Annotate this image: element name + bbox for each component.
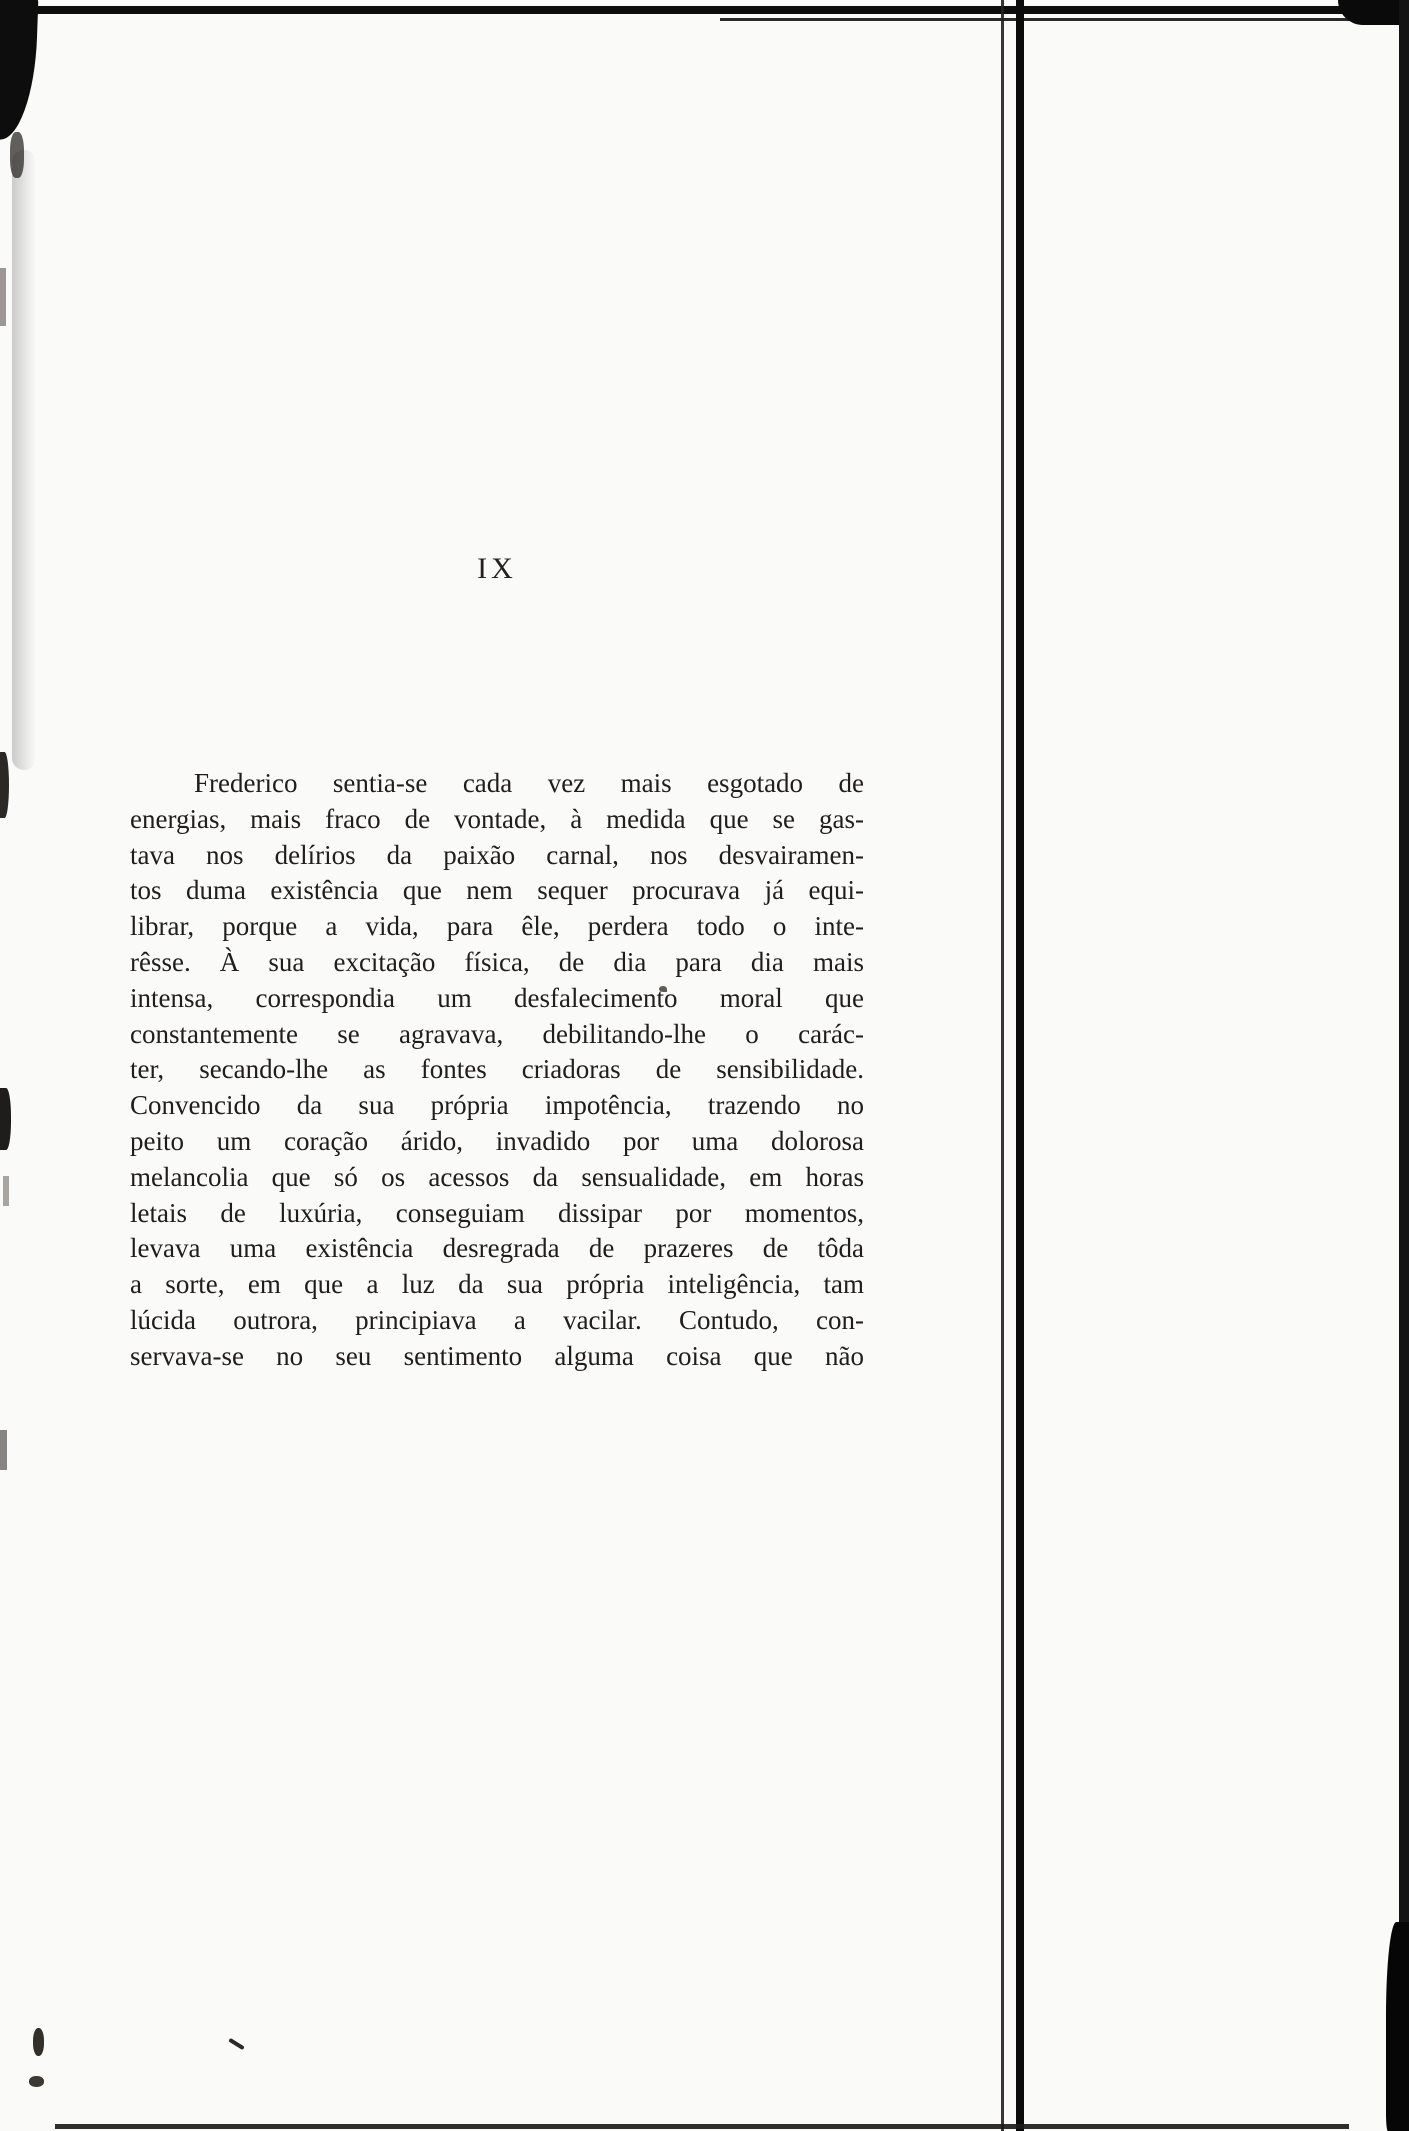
text-line: a sorte, em que a luz da sua própria inteligência, tam [130, 1269, 864, 1300]
text-line: librar, porque a vida, para êle, perdera todo o inte- [130, 911, 864, 942]
scan-left-page-curve [12, 150, 36, 770]
text-line: letais de luxúria, conseguiam dissipar por momentos, [130, 1197, 864, 1228]
text-line: melancolia que só os acessos da sensualidade, em horas [130, 1161, 864, 1192]
scan-left-speck [0, 1430, 7, 1470]
scan-left-speck [0, 268, 6, 326]
scan-blotch-top-left [0, 0, 39, 141]
scan-bottom-left-speck [33, 2028, 44, 2056]
scan-left-speck [3, 1176, 9, 1206]
text-line: constantemente se agravava, debilitando-lhe o carác- [130, 1018, 864, 1049]
text-line: Convencido da sua própria impotência, trazendo no [130, 1090, 864, 1121]
scan-gutter-line [1016, 0, 1024, 2131]
text-line: intensa, correspondia um desfalecimento moral que [130, 982, 864, 1013]
scan-left-speck [0, 1088, 11, 1150]
text-line: energias, mais fraco de vontade, à medida que se gas- [130, 803, 864, 834]
scan-bottom-right-block [1386, 1922, 1409, 2131]
scan-tick-mark [228, 2038, 245, 2050]
scan-right-edge-strip [1399, 0, 1409, 2131]
scan-bottom-left-speck [29, 2076, 44, 2087]
text-line: servava-se no seu sentimento alguma coisa que não [130, 1340, 864, 1371]
paragraph [130, 766, 864, 1375]
scan-top-rule-secondary [720, 18, 1392, 21]
scan-gutter-line [1001, 0, 1004, 2131]
text-line: lúcida outrora, principiava a vacilar. Contudo, con- [130, 1304, 864, 1335]
scan-top-rule [14, 6, 1394, 14]
chapter-heading: IX [477, 552, 517, 585]
scan-left-speck [0, 752, 9, 818]
scan-bottom-rule [55, 2124, 1349, 2129]
text-line: Frederico sentia-se cada vez mais esgotado de [194, 768, 864, 798]
text-line: tava nos delírios da paixão carnal, nos desvairamen- [130, 839, 864, 870]
text-line: levava uma existência desregrada de prazeres de tôda [130, 1233, 864, 1264]
text-line: rêsse. À sua excitação física, de dia para dia mais [130, 946, 864, 977]
text-line: ter, secando-lhe as fontes criadoras de sensibilidade. [130, 1054, 864, 1085]
text-line: peito um coração árido, invadido por uma dolorosa [130, 1125, 864, 1156]
text-line: tos duma existência que nem sequer procurava já equi- [130, 875, 864, 906]
